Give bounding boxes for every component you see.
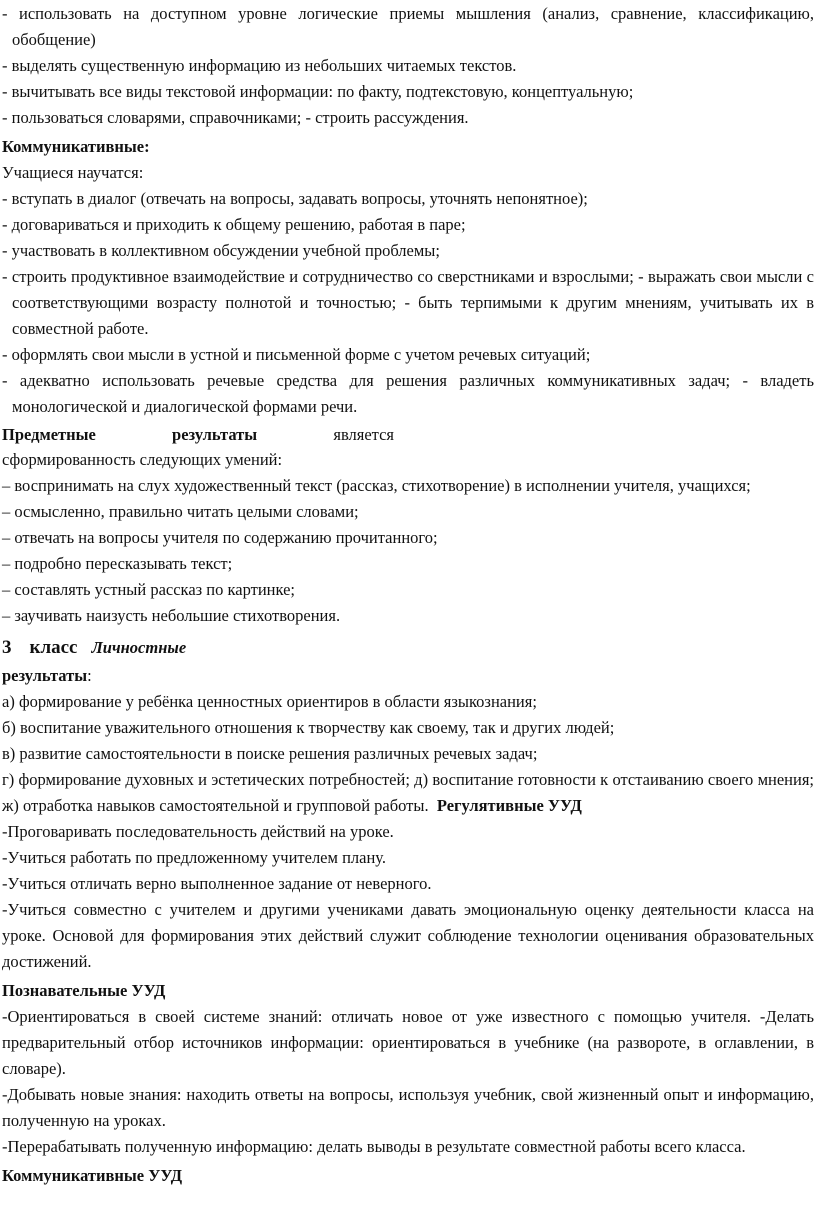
results-label: результаты [2,666,88,685]
list-item: – заучивать наизусть небольшие стихотворения. [2,606,341,625]
list-item: - адекватно использовать речевые средства для решения различных коммуникативных задач; - владеть монологической и диалогической формами речи. [2,371,814,416]
list-item: - использовать на доступном уровне логические приемы мышления (анализ, сравнение, классификацию, обобщение) [2,4,814,49]
subject-results-heading [2,423,394,447]
list-item: -Перерабатывать полученную информацию: делать выводы в результате совместной работы всего класса. [2,1137,746,1156]
list-item: в) развитие самостоятельности в поиске решения различных речевых задач; [2,744,538,763]
personal-word: Личностные [91,638,187,657]
list-item-g [2,767,814,819]
list-item: - участвовать в коллективном обсуждении учебной проблемы; [2,241,440,260]
list-item: – воспринимать на слух художественный текст (рассказ, стихотворение) в исполнении учителя, учащихся; [2,476,751,495]
results-colon: : [87,666,92,685]
is-word: является [333,425,394,444]
list-item: а) формирование у ребёнка ценностных ориентиров в области языкознания; [2,692,537,711]
regulative-heading: Регулятивные УУД [436,796,582,815]
class-number: 3 [2,637,12,658]
subject-intro: сформированность следующих умений: [2,450,283,469]
list-item: - вычитывать все виды текстовой информации: по факту, подтекстовую, концептуальную; [2,82,634,101]
cognitive-heading: Познавательные УУД [2,981,166,1000]
class-heading [2,633,814,663]
list-item: б) воспитание уважительного отношения к творчеству как своему, так и других людей; [2,718,615,737]
list-item: -Проговаривать последовательность действий на уроке. [2,822,394,841]
list-item: – осмысленно, правильно читать целыми словами; [2,502,359,521]
communicative-heading: Коммуникативные: [2,137,150,156]
list-item: -Добывать новые знания: находить ответы на вопросы, используя учебник, свой жизненный опыт и информацию, полученную на уроках. [2,1085,814,1130]
item-g-text: г) формирование духовных и эстетических потребностей; д) воспитание готовности к отстаиванию своего мнения; ж) отработка навыков самостоятельной и групповой работы. [2,770,814,815]
list-item: – подробно пересказывать текст; [2,554,233,573]
list-item: - вступать в диалог (отвечать на вопросы, задавать вопросы, уточнять непонятное); [2,189,588,208]
list-item: - оформлять свои мысли в устной и письменной форме с учетом речевых ситуаций; [2,345,591,364]
results-word: результаты [172,425,258,444]
list-item: - пользоваться словарями, справочниками; - строить рассуждения. [2,108,469,127]
class-word: класс [29,637,78,658]
communicative-uud-heading: Коммуникативные УУД [2,1166,183,1185]
list-item: -Ориентироваться в своей системе знаний: отличать новое от уже известного с помощью учителя. -Делать предварительный отбор источников информации: ориентироваться в учебнике (на развороте, в оглавлении, в словаре). [2,1007,814,1078]
list-item: - договариваться и приходить к общему решению, работая в паре; [2,215,466,234]
communicative-intro: Учащиеся научатся: [2,163,144,182]
list-item: -Учиться совместно с учителем и другими учениками давать эмоциональную оценку деятельности класса на уроке. Основой для формирования этих действий служит соблюдение технологии оценивания образовательных достижений. [2,900,814,971]
subject-word: Предметные [2,425,96,444]
list-item: – составлять устный рассказ по картинке; [2,580,295,599]
list-item: - выделять существенную информацию из небольших читаемых текстов. [2,56,517,75]
list-item: -Учиться работать по предложенному учителем плану. [2,848,387,867]
list-item: - строить продуктивное взаимодействие и сотрудничество со сверстниками и взрослыми; - выражать свои мысли с соответствующими возрасту полнотой и точностью; - быть терпимыми к другим мнениям, учитывать их в совместной работе. [2,267,814,338]
results-line [2,663,814,689]
list-item: – отвечать на вопросы учителя по содержанию прочитанного; [2,528,438,547]
list-item: -Учиться отличать верно выполненное задание от неверного. [2,874,432,893]
